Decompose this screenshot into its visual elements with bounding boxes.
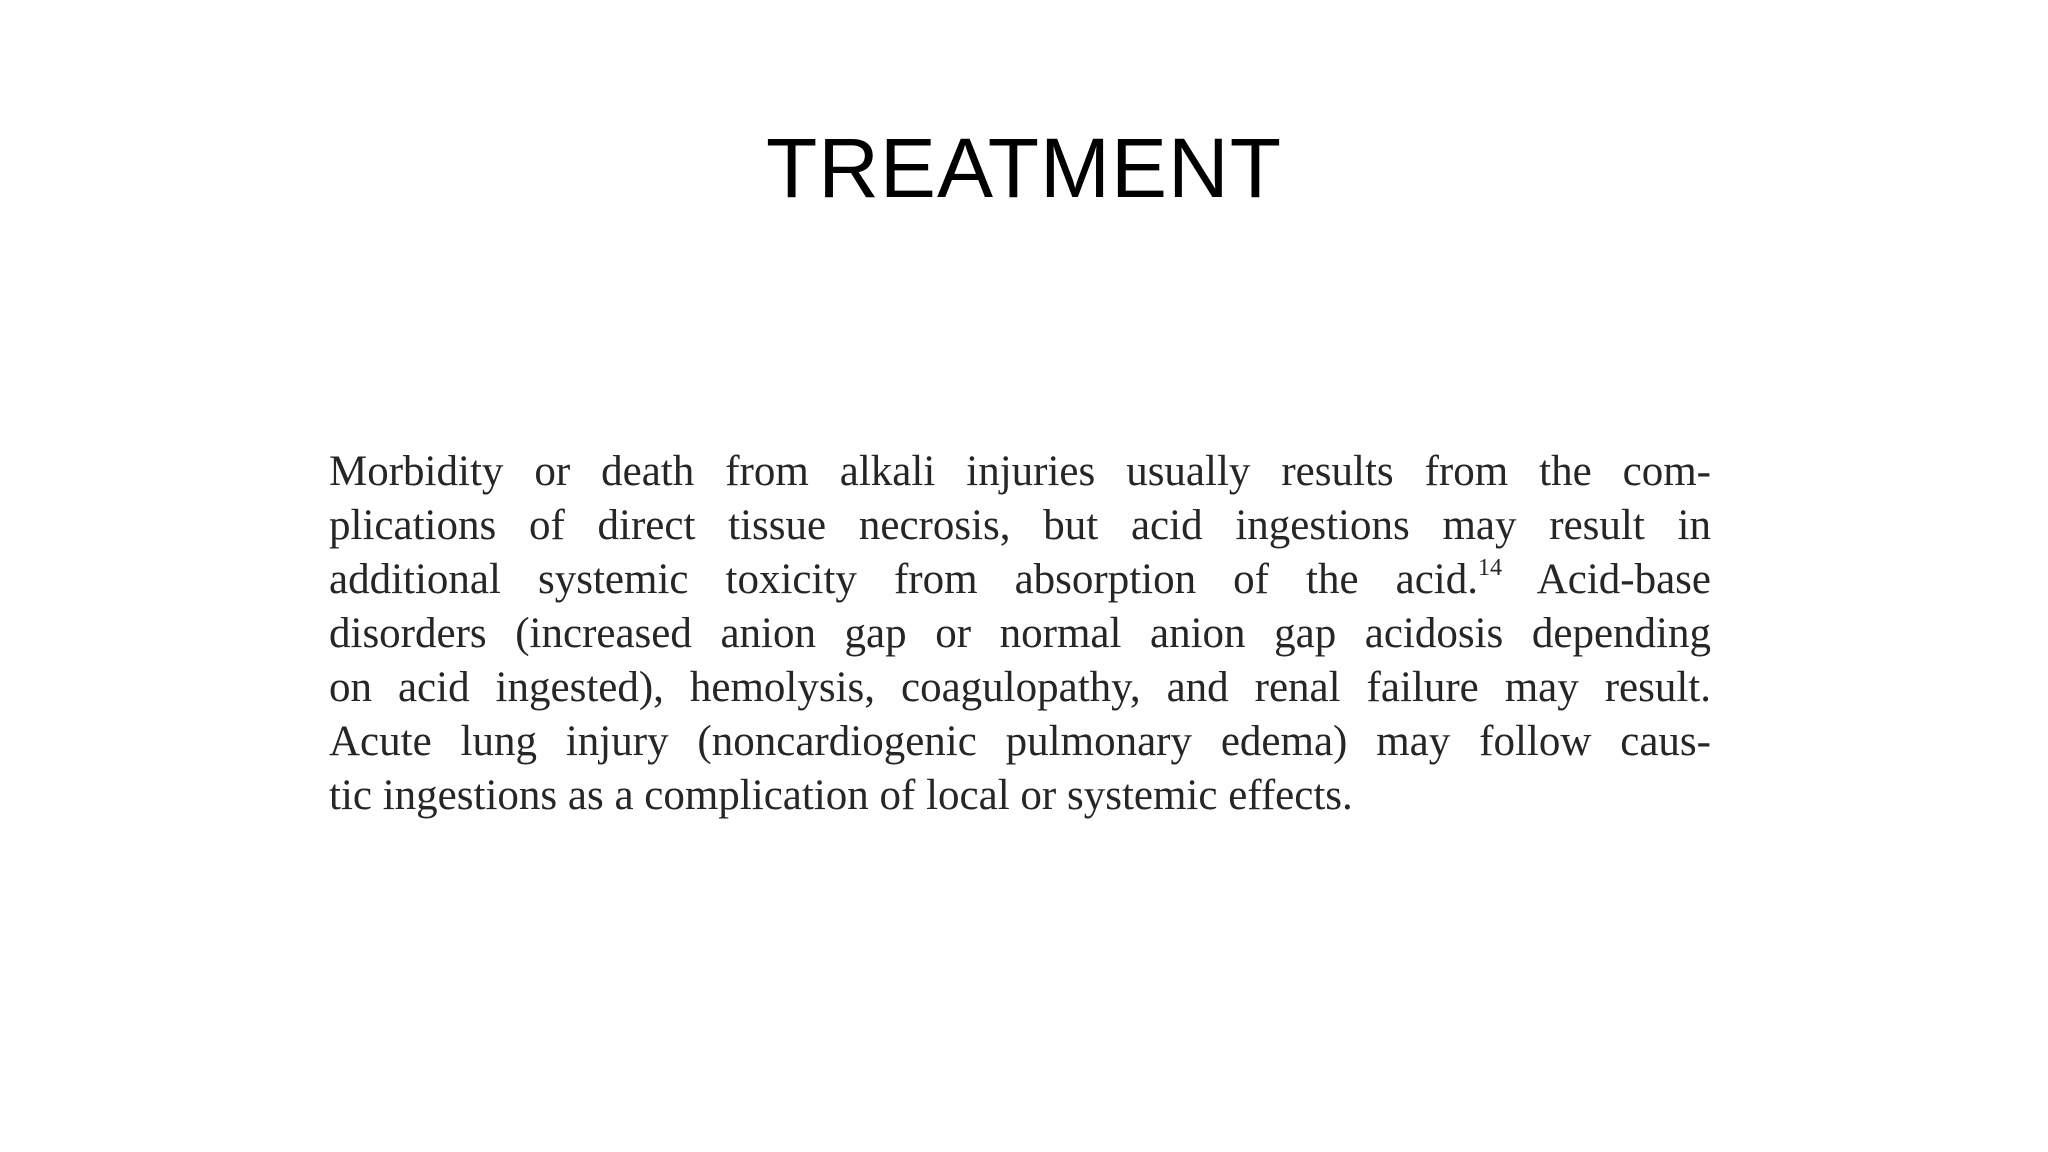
excerpt-line-3	[329, 553, 1711, 607]
excerpt-line-2: plications of direct tissue necrosis, but acid ingestions may result in	[329, 502, 1711, 549]
excerpt-line-5: on acid ingested), hemolysis, coagulopathy, and renal failure may result.	[329, 664, 1711, 711]
slide-title: TREATMENT	[765, 121, 1283, 215]
excerpt-line-7: tic ingestions as a complication of local or systemic effects.	[329, 772, 1353, 819]
excerpt-line-3-text: additional systemic toxicity from absorption of the acid.	[329, 556, 1478, 603]
text-excerpt	[329, 445, 1711, 823]
excerpt-line-4: disorders (increased anion gap or normal anion gap acidosis depending	[329, 610, 1711, 657]
excerpt-line-6: Acute lung injury (noncardiogenic pulmonary edema) may follow caus-	[329, 718, 1711, 765]
excerpt-line-1: Morbidity or death from alkali injuries usually results from the com-	[329, 448, 1711, 495]
footnote-reference: 14	[1478, 555, 1502, 581]
excerpt-line-3-tail: Acid-base	[1536, 556, 1711, 603]
